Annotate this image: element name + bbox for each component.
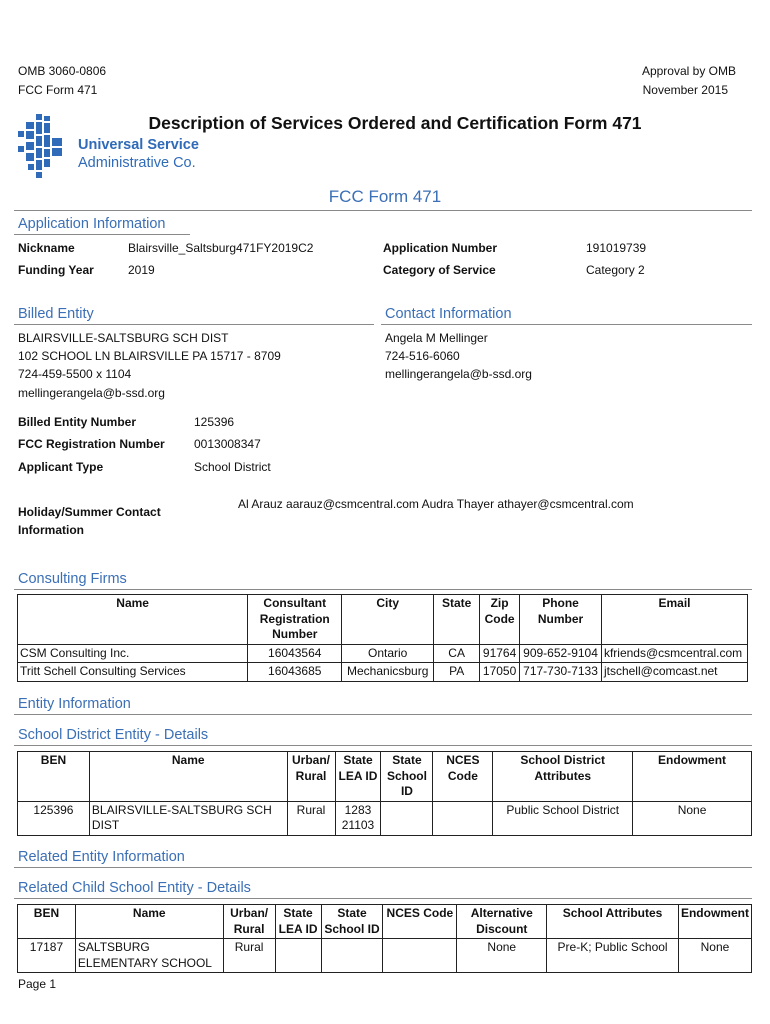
child-school-id [321,939,383,973]
application-number-label: Application Number [383,241,498,255]
billed-entity-email: mellingerangela@b-ssd.org [18,386,165,400]
application-info-underline [14,234,190,235]
child-name: SALTSBURG ELEMENTARY SCHOOL [75,939,223,973]
col-name: Name [18,595,248,645]
school-district-heading: School District Entity - Details [18,727,209,743]
district-lea-id: 1283 21103 [335,801,381,835]
application-info-heading: Application Information [18,216,166,232]
consulting-firms-heading: Consulting Firms [18,571,127,587]
col-district-attributes: School District Attributes [493,752,633,802]
contact-info-underline [381,324,752,325]
page-number: Page 1 [18,977,57,991]
form-name: FCC Form 471 [18,83,98,97]
col-endowment: Endowment [633,752,752,802]
col-ben: BEN [18,905,76,939]
col-name: Name [89,752,287,802]
child-endowment: None [678,939,751,973]
col-state-school-id: State School ID [381,752,433,802]
entity-info-heading: Entity Information [18,696,131,712]
contact-phone: 724-516-6060 [385,349,460,363]
firm-name: Tritt Schell Consulting Services [18,663,248,682]
table-header-row [18,905,752,939]
firm-phone: 717-730-7133 [520,663,602,682]
funding-year-label: Funding Year [18,263,94,277]
col-nces-code: NCES Code [383,905,457,939]
col-alternative-discount: Alternative Discount [457,905,547,939]
entity-info-underline [14,714,752,715]
firm-city: Ontario [342,644,434,663]
firm-city: Mechanicsburg [342,663,434,682]
col-endowment: Endowment [678,905,751,939]
child-school-attributes: Pre-K; Public School [547,939,679,973]
application-number-value: 191019739 [586,241,647,255]
col-school-attributes: School Attributes [547,905,679,939]
funding-year-value: 2019 [128,263,155,277]
firm-registration: 16043685 [248,663,342,682]
col-urban-rural: Urban/ Rural [223,905,275,939]
firm-email: kfriends@csmcentral.com [601,644,747,663]
holiday-contact-label-1: Holiday/Summer Contact [18,505,161,519]
firm-email: jtschell@comcast.net [601,663,747,682]
omb-number: OMB 3060-0806 [18,64,107,78]
firm-registration: 16043564 [248,644,342,663]
firm-state: PA [434,663,480,682]
child-ben: 17187 [18,939,76,973]
firm-zip: 91764 [480,644,520,663]
firm-zip: 17050 [480,663,520,682]
related-entity-heading: Related Entity Information [18,849,185,865]
contact-name: Angela M Mellinger [385,331,488,345]
table-row [18,644,748,663]
holiday-contact-value: Al Arauz aarauz@csmcentral.com Audra Thayer athayer@csmcentral.com [238,497,634,511]
col-ben: BEN [18,752,90,802]
contact-info-heading: Contact Information [385,306,512,322]
logo-line-2: Administrative Co. [78,155,196,171]
col-state-lea-id: State LEA ID [275,905,321,939]
ben-value: 125396 [194,415,235,429]
col-name: Name [75,905,223,939]
district-name: BLAIRSVILLE-SALTSBURG SCH DIST [89,801,287,835]
billed-entity-phone: 724-459-5500 x 1104 [18,367,132,381]
school-district-underline [14,745,752,746]
firm-state: CA [434,644,480,663]
district-nces-code [433,801,493,835]
col-urban-rural: Urban/ Rural [287,752,335,802]
col-nces-code: NCES Code [433,752,493,802]
consulting-firms-table [17,594,748,682]
category-label: Category of Service [383,263,496,277]
table-header-row [18,752,752,802]
holiday-contact-label-2: Information [18,523,84,537]
col-city: City [342,595,434,645]
billed-entity-address: 102 SCHOOL LN BLAIRSVILLE PA 15717 - 8709 [18,349,281,363]
applicant-type-label: Applicant Type [18,460,104,474]
fcc-registration-label: FCC Registration Number [18,437,165,451]
title-divider [14,210,752,211]
nickname-label: Nickname [18,241,75,255]
nickname-value: Blairsville_Saltsburg471FY2019C2 [128,241,314,255]
child-lea-id [275,939,321,973]
fcc-registration-value: 0013008347 [194,437,261,451]
col-state-school-id: State School ID [321,905,383,939]
table-row [18,801,752,835]
child-urban-rural: Rural [223,939,275,973]
logo-line-1: Universal Service [78,137,199,153]
child-nces-code [383,939,457,973]
page-subtitle: FCC Form 471 [328,187,442,206]
table-row [18,663,748,682]
related-entity-underline [14,867,752,868]
firm-name: CSM Consulting Inc. [18,644,248,663]
child-alternative-discount: None [457,939,547,973]
district-endowment: None [633,801,752,835]
col-zip: Zip Code [480,595,520,645]
approval-date: November 2015 [642,83,728,97]
firm-phone: 909-652-9104 [520,644,602,663]
col-state-lea-id: State LEA ID [335,752,381,802]
district-attributes: Public School District [493,801,633,835]
category-value: Category 2 [586,263,645,277]
applicant-type-value: School District [194,460,271,474]
contact-email: mellingerangela@b-ssd.org [385,367,532,381]
child-school-underline [14,898,752,899]
child-school-table [17,904,752,973]
child-school-heading: Related Child School Entity - Details [18,880,251,896]
billed-entity-name: BLAIRSVILLE-SALTSBURG SCH DIST [18,331,229,345]
table-row [18,939,752,973]
billed-entity-heading: Billed Entity [18,306,94,322]
ben-label: Billed Entity Number [18,415,137,429]
col-consultant-registration: Consultant Registration Number [248,595,342,645]
district-urban-rural: Rural [287,801,335,835]
page-title: Description of Services Ordered and Certification Form 471 [148,113,642,133]
col-state: State [434,595,480,645]
table-header-row [18,595,748,645]
consulting-firms-underline [14,589,752,590]
district-school-id [381,801,433,835]
school-district-table [17,751,752,836]
col-phone: Phone Number [520,595,602,645]
omb-approval: Approval by OMB [641,64,736,78]
col-email: Email [601,595,747,645]
billed-entity-underline [14,324,374,325]
district-ben: 125396 [18,801,90,835]
